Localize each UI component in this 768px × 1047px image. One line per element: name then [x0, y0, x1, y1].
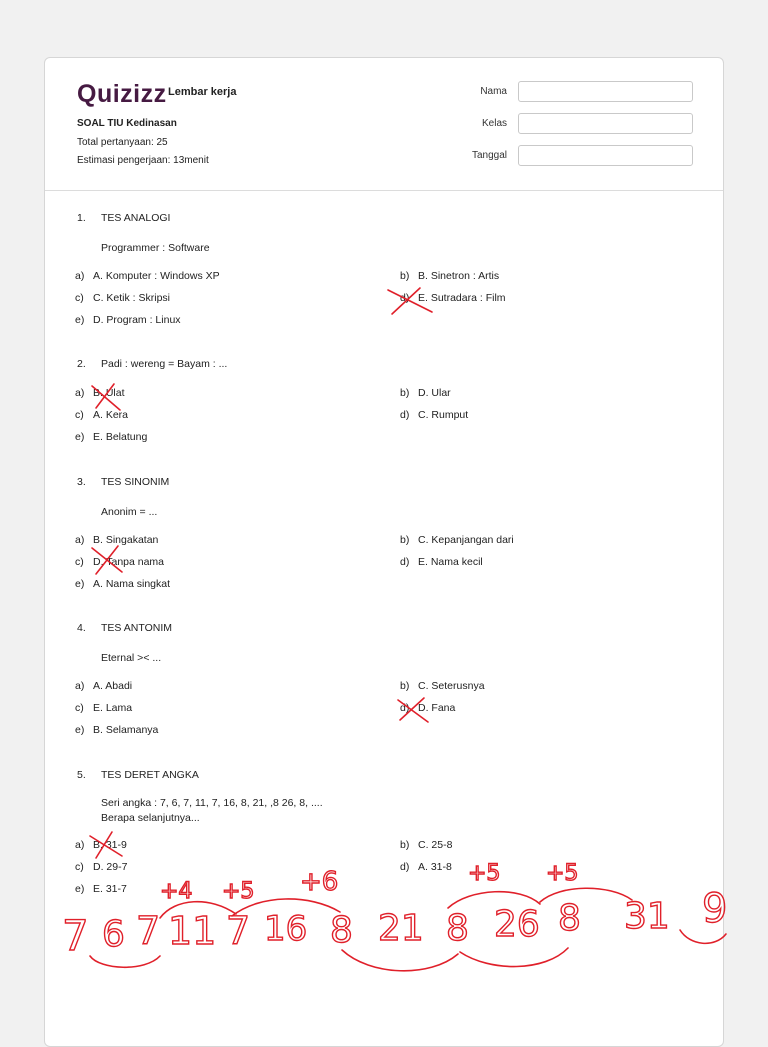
option-e[interactable]: e) A. Nama singkat — [75, 578, 171, 590]
option-b[interactable]: b) B. Sinetron : Artis — [400, 270, 500, 282]
option-a[interactable]: a) B. 31-9 — [75, 839, 127, 851]
option-d[interactable]: d) C. Rumput — [400, 409, 469, 421]
option-b[interactable]: b) C. 25-8 — [400, 839, 453, 851]
increment-label: +4 — [160, 879, 193, 904]
option-a[interactable]: a) A. Abadi — [75, 680, 133, 692]
sequence-number: 8 — [330, 910, 353, 951]
date-field[interactable] — [518, 145, 693, 166]
name-field[interactable] — [518, 81, 693, 102]
option-e[interactable]: e) E. Belatung — [75, 431, 148, 443]
sequence-number: 11 — [168, 909, 217, 953]
question-number: 5. — [77, 769, 86, 781]
sequence-number: 21 — [378, 908, 424, 949]
option-c[interactable]: c) D. 29-7 — [75, 861, 128, 873]
name-label: Nama — [480, 86, 507, 97]
question-title: Padi : wereng = Bayam : ... — [101, 358, 228, 370]
question-prompt: Eternal >< ... — [101, 652, 162, 664]
option-c[interactable]: c) D. Tanpa nama — [75, 556, 165, 568]
time-estimate: Estimasi pengerjaan: 13menit — [77, 155, 209, 166]
question-title: TES SINONIM — [101, 476, 170, 488]
sequence-number: 8 — [446, 908, 469, 949]
question-title: TES ANALOGI — [101, 212, 171, 224]
option-a[interactable]: a) B. Ulat — [75, 387, 125, 399]
sequence-number: 6 — [102, 914, 125, 955]
question-prompt: Anonim = ... — [101, 506, 158, 518]
option-b[interactable]: b) D. Ular — [400, 387, 451, 399]
quiz-title: SOAL TIU Kedinasan — [77, 118, 177, 129]
question-number: 4. — [77, 622, 86, 634]
option-c[interactable]: c) E. Lama — [75, 702, 133, 714]
option-e[interactable]: e) D. Program : Linux — [75, 314, 181, 326]
option-d[interactable]: d) D. Fana — [400, 702, 456, 714]
worksheet — [44, 57, 724, 1047]
option-a[interactable]: a) B. Singakatan — [75, 534, 159, 546]
date-label: Tanggal — [471, 150, 507, 161]
question-prompt: Seri angka : 7, 6, 7, 11, 7, 16, 8, 21, ,8 26, 8, .... — [101, 797, 323, 809]
class-field[interactable] — [518, 113, 693, 134]
increment-label: +5 — [546, 861, 579, 886]
increment-label: +5 — [222, 879, 255, 904]
question-prompt: Programmer : Software — [101, 242, 210, 254]
sequence-number: 8 — [558, 898, 581, 939]
option-a[interactable]: a) A. Komputer : Windows XP — [75, 270, 220, 282]
question-number: 2. — [77, 358, 86, 370]
question-title: TES ANTONIM — [101, 622, 172, 634]
option-b[interactable]: b) C. Kepanjangan dari — [400, 534, 514, 546]
sequence-number: 7 — [62, 911, 89, 960]
sequence-number: 7 — [226, 909, 251, 953]
question-number: 1. — [77, 212, 86, 224]
worksheet-subtitle: Lembar kerja — [168, 86, 237, 98]
option-e[interactable]: e) E. 31-7 — [75, 883, 127, 895]
worksheet-header — [45, 58, 723, 191]
question-prompt-line-2: Berapa selanjutnya... — [101, 812, 200, 824]
option-d[interactable]: d) E. Sutradara : Film — [400, 292, 506, 304]
question-number: 3. — [77, 476, 86, 488]
sequence-number: 9 — [702, 886, 728, 932]
option-c[interactable]: c) C. Ketik : Skripsi — [75, 292, 171, 304]
sequence-number: 16 — [264, 909, 308, 949]
question-count: Total pertanyaan: 25 — [77, 137, 168, 148]
class-label: Kelas — [481, 118, 507, 129]
quizizz-logo: Quizizz — [77, 80, 167, 108]
option-c[interactable]: c) A. Kera — [75, 409, 129, 421]
sequence-number: 26 — [494, 904, 540, 945]
sequence-number: 7 — [136, 909, 161, 953]
increment-label: +5 — [468, 861, 501, 886]
option-d[interactable]: d) E. Nama kecil — [400, 556, 483, 568]
option-b[interactable]: b) C. Seterusnya — [400, 680, 485, 692]
option-d[interactable]: d) A. 31-8 — [400, 861, 452, 873]
question-title: TES DERET ANGKA — [101, 769, 199, 781]
increment-label: +6 — [300, 867, 339, 897]
sequence-number: 31 — [624, 896, 670, 937]
option-e[interactable]: e) B. Selamanya — [75, 724, 159, 736]
